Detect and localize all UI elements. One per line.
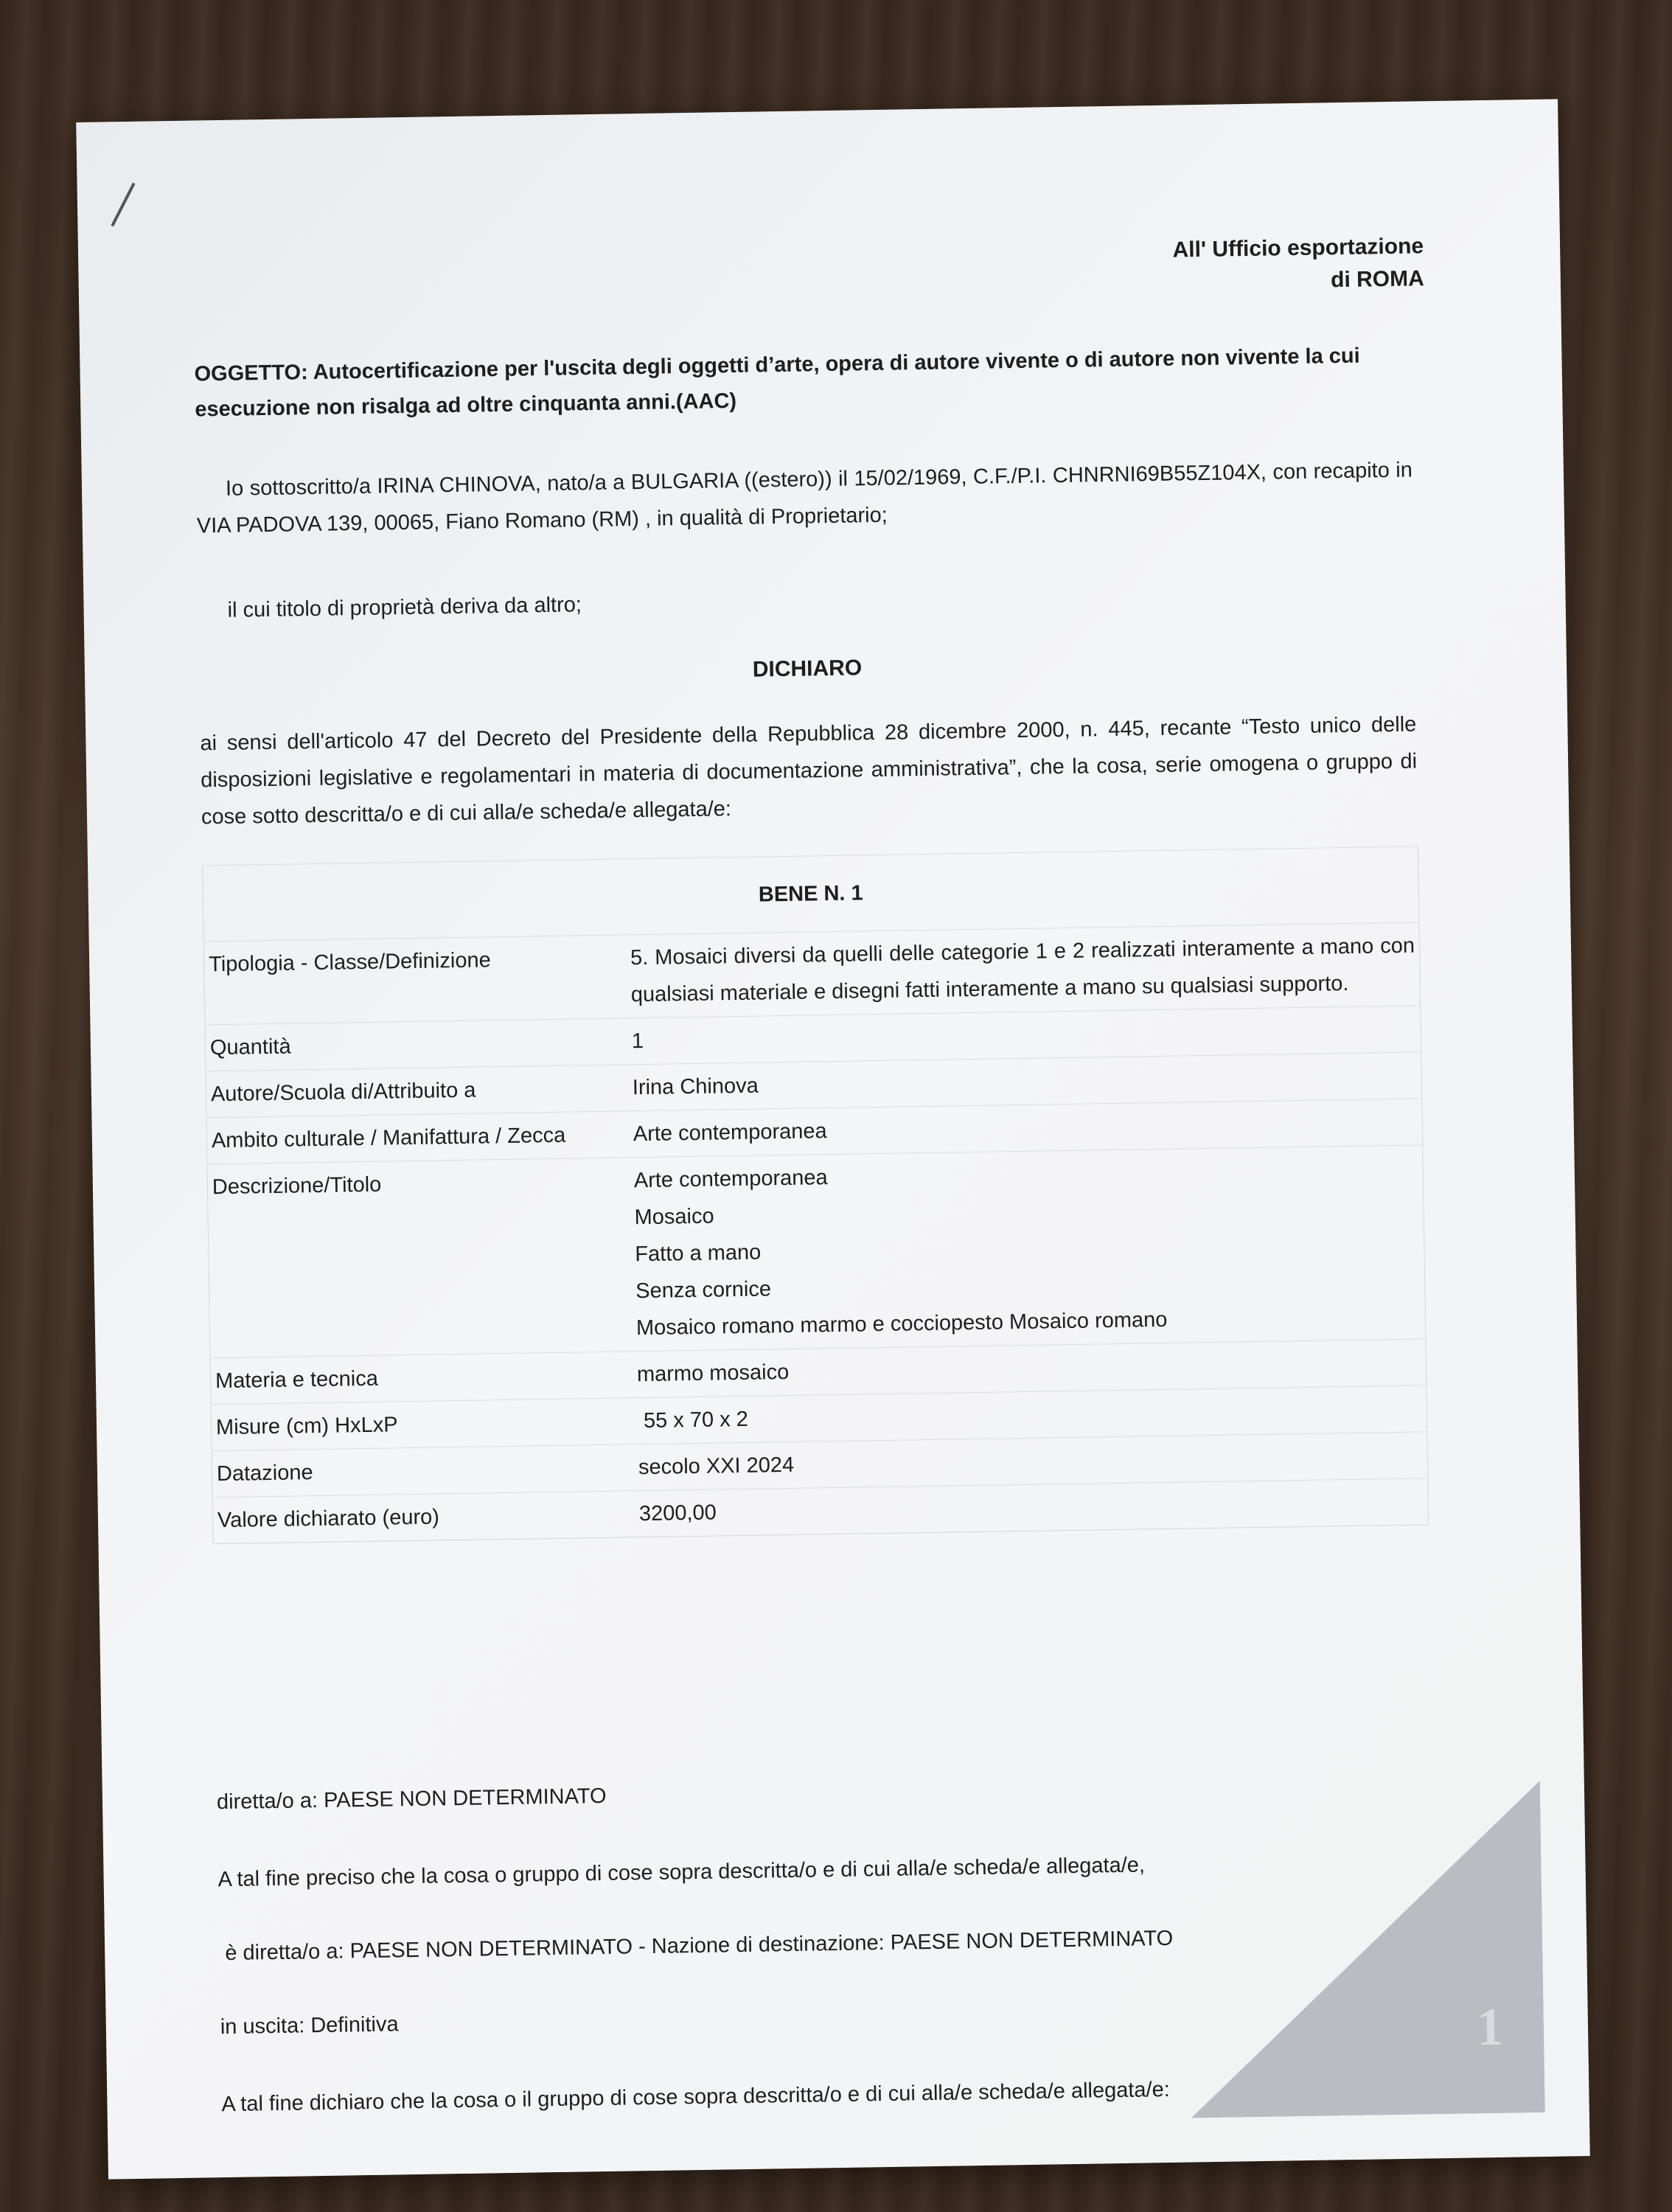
recipient-line-1: All' Ufficio esportazione — [1172, 234, 1424, 262]
subject-text: OGGETTO: Autocertificazione per l'uscita degli oggetti d’arte, opera di autore vivente o di autore non vivente la cui esecuzione non risalga ad oltre cinquanta anni.(AAC) — [194, 344, 1360, 422]
row-value: 5. Mosaici diversi da quelli delle categorie 1 e 2 realizzati interamente a mano con qualsiasi materiale e disegni fatti interamente a mano su qualsiasi supporto. — [626, 922, 1421, 1018]
ownership-paragraph: il cui titolo di proprietà deriva da altro; — [227, 593, 582, 622]
row-label: Quantità — [205, 1018, 627, 1071]
row-label: Datazione — [212, 1444, 634, 1498]
destination-line: è diretta/o a: PAESE NON DETERMINATO - Nazione di destinazione: PAESE NON DETERMINATO — [218, 1926, 1174, 1966]
pen-mark — [111, 183, 135, 227]
row-label: Valore dichiarato (euro) — [212, 1491, 635, 1544]
description-line: Arte contemporanea — [633, 1166, 828, 1193]
page-number: 1 — [1476, 1997, 1504, 2057]
dichiaro-heading: DICHIARO — [752, 655, 863, 682]
description-line: Fatto a mano — [635, 1240, 762, 1267]
row-value-multiline — [629, 1145, 1425, 1352]
document-page — [76, 99, 1590, 2179]
recipient-line-2: di ROMA — [1330, 266, 1425, 293]
declarant-paragraph: Io sottoscritto/a IRINA CHINOVA, nato/a a BULGARIA ((estero)) il 15/02/1969, C.F./P.I. CHNRNI69B55Z104X, con recapito in VIA PADOVA 139, 00065, Fiano Romano (RM) , in qualità di Proprietario; — [196, 458, 1413, 538]
declare-end-line: A tal fine dichiaro che la cosa o il gruppo di cose sopra descritta/o e di cui alla/e scheda/e allegata/e: — [221, 2077, 1171, 2117]
row-label: Tipologia - Classe/Definizione — [203, 935, 627, 1025]
row-value: 55 x 70 x 2 — [633, 1385, 1427, 1444]
item-table — [202, 846, 1429, 1544]
exit-line: in uscita: Definitiva — [220, 2012, 399, 2039]
description-line: Mosaico — [634, 1204, 714, 1230]
row-label: Autore/Scuola di/Attribuito a — [206, 1065, 628, 1118]
row-label: Descrizione/Titolo — [207, 1158, 633, 1358]
corner-triangle-mark — [1186, 1781, 1545, 2118]
row-value: Irina Chinova — [627, 1052, 1421, 1111]
precise-line: A tal fine preciso che la cosa o gruppo di cose sopra descritta/o e di cui alla/e scheda/e allegata/e, — [217, 1853, 1146, 1892]
row-value: marmo mosaico — [632, 1339, 1426, 1398]
row-value: 1 — [627, 1006, 1421, 1065]
row-value: 3200,00 — [634, 1478, 1428, 1537]
description-line: Mosaico romano marmo e cocciopesto Mosaico romano — [635, 1307, 1168, 1340]
description-line: Senza cornice — [635, 1277, 772, 1304]
item-header: BENE N. 1 — [203, 846, 1419, 942]
legal-paragraph: ai sensi dell'articolo 47 del Decreto del Presidente della Repubblica 28 dicembre 2000, n. 445, recante “Testo unico delle disposizioni legislative e regolamentari in materia di documentazione amministrativa”, che la cosa, serie omogena o gruppo di cose sotto descritta/o e di cui alla/e scheda/e allegata/e: — [200, 712, 1418, 830]
row-value: secolo XXI 2024 — [633, 1432, 1427, 1491]
table-row — [207, 1145, 1426, 1358]
row-value: Arte contemporanea — [628, 1099, 1422, 1158]
row-label: Materia e tecnica — [210, 1352, 633, 1405]
row-label: Misure (cm) HxLxP — [211, 1398, 633, 1451]
recipient-block — [1172, 230, 1424, 299]
row-label: Ambito culturale / Manifattura / Zecca — [206, 1111, 629, 1164]
directed-to-line: diretta/o a: PAESE NON DETERMINATO — [216, 1784, 607, 1815]
